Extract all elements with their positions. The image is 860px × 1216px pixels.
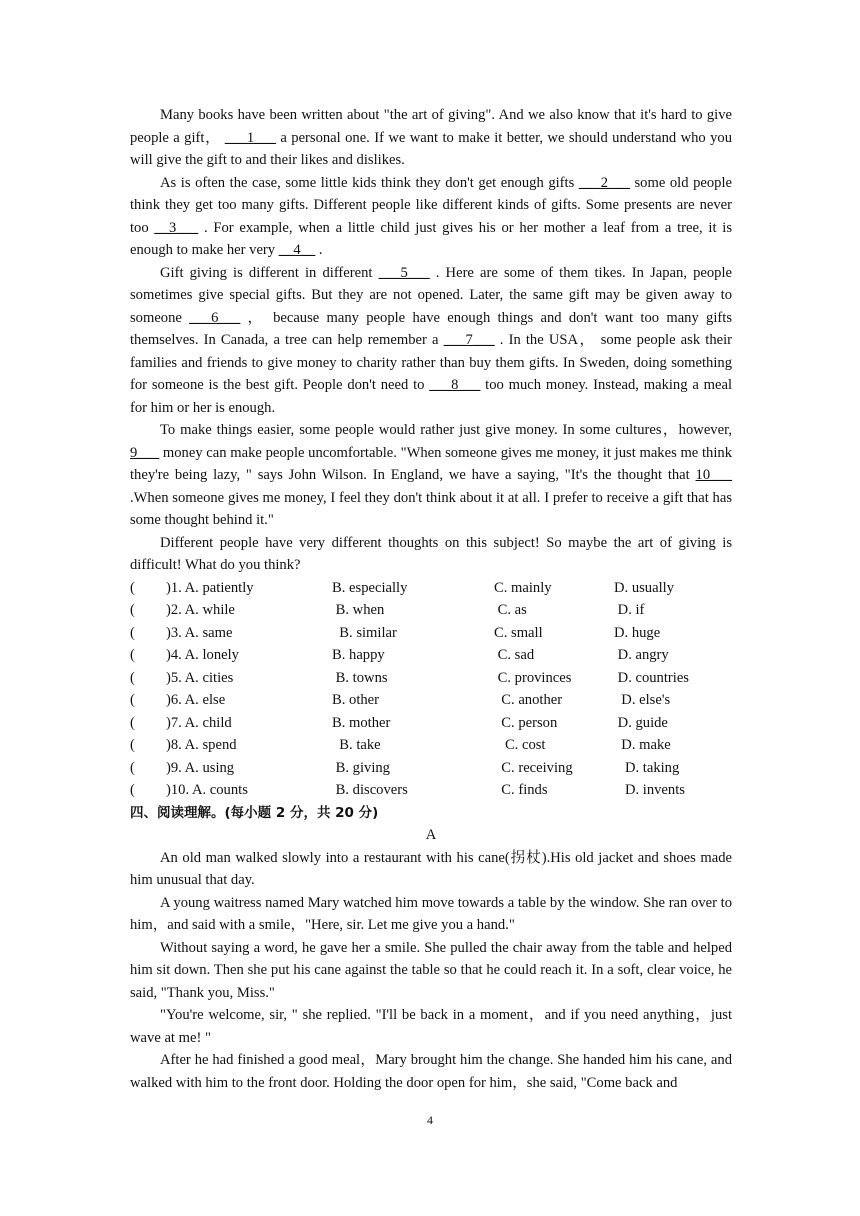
paragraph-text: . — [315, 242, 323, 258]
option-c: C. cost — [494, 737, 546, 753]
answer-blank: ___8___ — [429, 377, 481, 393]
question-row — [130, 779, 732, 802]
paragraph-text: .When someone gives me money, I feel they don't think about it at all. I prefer to receive a gift that has some thought behind it." — [130, 489, 732, 528]
option-b: B. happy — [332, 647, 385, 663]
option-b: B. when — [332, 602, 385, 618]
option-c: C. finds — [494, 782, 548, 798]
paragraph-text: some old people think they get too many gifts. Different people like different kinds of gifts. Some presents are never too — [130, 174, 732, 236]
option-a: )1. A. patiently — [166, 579, 254, 596]
paragraph-text: ， because many people have enough things and don't want too many gifts themselves. In Canada, a tree can help remember a — [130, 309, 732, 348]
answer-blank: ___6___ — [189, 309, 241, 326]
reading-paragraph: An old man walked slowly into a restaurant with his cane(拐杖).His old jacket and shoes made him unusual that day. — [130, 849, 732, 888]
passage-paragraph-5 — [130, 532, 732, 577]
option-a: )9. A. using — [166, 759, 235, 776]
answer-blank: ___1___ — [224, 129, 276, 146]
option-a: )3. A. same — [166, 624, 233, 641]
question-row — [130, 622, 732, 645]
option-d: D. if — [614, 602, 645, 618]
option-d: D. angry — [614, 647, 669, 663]
paragraph-text: money can make people uncomfortable. "When someone gives me money, it just makes me think they're being lazy, " says John Wilson. In England, we have a saying, "It's the thought that — [130, 444, 732, 483]
answer-bracket: ( — [130, 714, 135, 731]
question-row — [130, 712, 732, 735]
answer-blank: __4__ — [278, 242, 316, 258]
option-b: B. giving — [332, 759, 390, 776]
reading-paragraph: A young waitress named Mary watched him move towards a table by the window. She ran over to him，and said with a smile，"Here, sir. Let me give you a hand." — [130, 894, 732, 933]
option-c: C. person — [494, 714, 558, 731]
page-number: 4 — [427, 1113, 433, 1127]
option-c: C. another — [494, 692, 563, 708]
option-a: )2. A. while — [166, 602, 235, 618]
reading-paragraph: Without saying a word, he gave her a smile. She pulled the chair away from the table and helped him sit down. Then she put his cane against the table so that he could reach it. In a soft, clear voice, he said, "Thank you, Miss." — [130, 939, 732, 1001]
answer-blank: __3___ — [154, 219, 199, 236]
option-b: B. similar — [332, 624, 397, 641]
option-a: )7. A. child — [166, 714, 232, 731]
question-row — [130, 577, 732, 600]
option-c: C. mainly — [494, 579, 552, 596]
paragraph-text: too much money. Instead, making a meal for him or her is enough. — [130, 377, 732, 416]
reading-paragraph: "You're welcome, sir, " she replied. "I'll be back in a moment，and if you need anything，just wave at me! " — [130, 1007, 732, 1046]
section-title: 四、阅读理解。(每小题 2 分，共 20 分) — [130, 804, 379, 821]
paragraph-text: Gift giving is different in different — [160, 264, 379, 281]
passage-a-body — [130, 847, 732, 1095]
option-d: D. huge — [614, 624, 661, 641]
option-c: C. small — [494, 624, 543, 641]
option-b: B. mother — [332, 714, 391, 731]
option-a: )10. A. counts — [166, 782, 248, 798]
paragraph-text: Many books have been written about "the art of giving". And we also know that it's hard to give people a gift， — [130, 107, 732, 146]
option-c: C. receiving — [494, 759, 573, 776]
option-c: C. provinces — [494, 669, 572, 686]
question-row — [130, 644, 732, 667]
answer-bracket: ( — [130, 737, 135, 753]
answer-bracket: ( — [130, 669, 135, 686]
answer-blank: ___7___ — [443, 332, 495, 348]
passage-paragraph-1 — [130, 104, 732, 172]
answer-bracket: ( — [130, 602, 135, 618]
answer-bracket: ( — [130, 782, 135, 798]
passage-a-label: A — [425, 827, 437, 843]
option-d: D. guide — [614, 714, 668, 731]
option-c: C. sad — [494, 647, 535, 663]
document-page — [130, 104, 732, 1094]
option-b: B. other — [332, 692, 380, 708]
option-c: C. as — [494, 602, 527, 618]
answer-bracket: ( — [130, 579, 135, 596]
question-row — [130, 757, 732, 780]
option-a: )8. A. spend — [166, 737, 237, 753]
question-row — [130, 599, 732, 622]
option-d: D. countries — [614, 669, 689, 686]
option-b: B. take — [332, 737, 381, 753]
question-row — [130, 689, 732, 712]
answer-bracket: ( — [130, 624, 135, 641]
option-d: D. invents — [614, 782, 685, 798]
answer-blank: ___2___ — [578, 174, 630, 191]
answer-bracket: ( — [130, 692, 135, 708]
passage-paragraph-4 — [130, 419, 732, 532]
paragraph-text: . Here are some of them tikes. In Japan, people sometimes give special gifts. But they are not opened. Later, the same gift may be given away to someone — [130, 264, 732, 326]
paragraph-text: a personal one. If we want to make it better, we should understand who you will give the gift to and their likes and dislikes. — [130, 129, 733, 168]
answer-blank: 10___ — [695, 467, 732, 483]
paragraph-text: . In the USA， some people ask their families and friends to give money to charity rather than buy them gifts. In Sweden, doing something for someone is the best gift. People don't need to — [130, 332, 733, 393]
answer-blank: 9___ — [130, 444, 160, 461]
answer-bracket: ( — [130, 647, 135, 663]
paragraph-text: As is often the case, some little kids think they don't get enough gifts — [160, 174, 579, 191]
question-list — [130, 577, 732, 802]
option-d: D. make — [614, 737, 671, 753]
paragraph-text: To make things easier, some people would rather just give money. In some cultures，however, — [160, 422, 732, 438]
option-d: D. usually — [614, 579, 674, 596]
passage-paragraph-3 — [130, 262, 732, 420]
paragraph-text: Different people have very different thoughts on this subject! So maybe the art of giving is difficult! What do you think? — [130, 534, 732, 573]
option-d: D. else's — [614, 692, 671, 708]
reading-paragraph: After he had finished a good meal，Mary brought him the change. She handed him his cane, and walked with him to the front door. Holding the door open for him，she said, "Come back and — [130, 1052, 732, 1091]
option-a: )4. A. lonely — [166, 647, 239, 663]
answer-blank: ___5___ — [378, 264, 430, 281]
option-d: D. taking — [614, 759, 680, 776]
option-b: B. towns — [332, 669, 388, 686]
passage-paragraph-2 — [130, 172, 732, 262]
option-b: B. discovers — [332, 782, 408, 798]
option-a: )6. A. else — [166, 692, 226, 708]
answer-bracket: ( — [130, 759, 135, 776]
question-row — [130, 667, 732, 690]
option-b: B. especially — [332, 579, 408, 596]
question-row — [130, 734, 732, 757]
option-a: )5. A. cities — [166, 669, 234, 686]
paragraph-text: . For example, when a little child just gives his or her mother a leaf from a tree, it is enough to make her very — [130, 219, 733, 258]
